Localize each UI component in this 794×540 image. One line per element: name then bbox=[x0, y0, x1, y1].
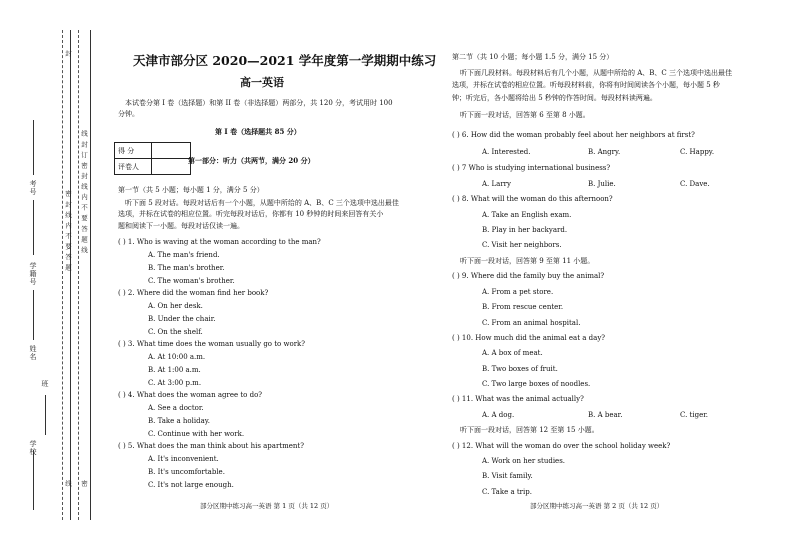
seal-text-left: 密 封 线 内 不 要 答 题 bbox=[64, 190, 72, 272]
exam-title: 天津市部分区 2020—2021 学年度第一学期期中练习 bbox=[133, 53, 437, 68]
seal-solid-line-inner bbox=[90, 30, 91, 520]
q1-option-b[interactable]: B. The man's brother. bbox=[148, 264, 225, 272]
page-footer-right: 部分区期中练习高一英语 第 2 页（共 12 页） bbox=[530, 502, 664, 510]
label-student-id: 考号 bbox=[29, 180, 37, 196]
school-field[interactable] bbox=[33, 450, 34, 510]
question-7[interactable]: ( ) 7 Who is studying international business? bbox=[452, 164, 611, 172]
q5-option-b[interactable]: B. It's uncomfortable. bbox=[148, 468, 225, 476]
pre-q9: 听下面一段对话，回答第 9 至第 11 小题。 bbox=[460, 257, 595, 265]
q3-option-c[interactable]: C. At 3:00 p.m. bbox=[148, 379, 202, 387]
section1-inst-2: 选项，并标在试卷的相应位置。听完每段对话后，你都有 10 秒钟的时间来回答有关小 bbox=[118, 210, 384, 218]
q2-option-a[interactable]: A. On her desk. bbox=[148, 302, 203, 310]
q9-option-a[interactable]: A. From a pet store. bbox=[482, 288, 554, 296]
exam-no-field[interactable] bbox=[33, 200, 34, 255]
section2-title: 第二节（共 10 小题；每小题 1.5 分，满分 15 分） bbox=[452, 53, 614, 61]
section2-inst-2: 选项，并标在试卷的相应位置。听每段材料前，你将有时间阅读各个小题，每小题 5 秒 bbox=[452, 81, 720, 89]
question-4[interactable]: ( ) 4. What does the woman agree to do? bbox=[118, 391, 263, 399]
q2-option-b[interactable]: B. Under the chair. bbox=[148, 315, 216, 323]
section1-inst-1: 听下面 5 段对话。每段对话后有一个小题，从题中所给的 A、B、C 三个选项中选出最佳 bbox=[125, 199, 399, 207]
q6-option-c[interactable]: C. Happy. bbox=[680, 148, 715, 156]
q7-option-c[interactable]: C. Dave. bbox=[680, 180, 710, 188]
q9-option-c[interactable]: C. From an animal hospital. bbox=[482, 319, 581, 327]
question-11[interactable]: ( ) 11. What was the animal actually? bbox=[452, 395, 584, 403]
label-name: 姓名 bbox=[29, 345, 37, 361]
section1-inst-3: 题和阅读下一小题。每段对话仅读一遍。 bbox=[118, 222, 244, 230]
q12-option-b[interactable]: B. Visit family. bbox=[482, 472, 533, 480]
seal-text-right: 线 封 订 密 封 线 内 不 要 答 题 线 bbox=[80, 130, 88, 254]
class-field[interactable] bbox=[45, 395, 46, 435]
seal-solid-line bbox=[70, 30, 71, 520]
exam-subject: 高一英语 bbox=[240, 76, 284, 89]
question-2[interactable]: ( ) 2. Where did the woman find her book? bbox=[118, 289, 269, 297]
question-10[interactable]: ( ) 10. How much did the animal eat a day? bbox=[452, 334, 606, 342]
score-label: 得 分 bbox=[115, 143, 152, 159]
q12-option-c[interactable]: C. Take a trip. bbox=[482, 488, 532, 496]
label-class: 班 bbox=[41, 380, 49, 388]
q8-option-b[interactable]: B. Play in her backyard. bbox=[482, 226, 568, 234]
q5-option-a[interactable]: A. It's inconvenient. bbox=[148, 455, 219, 463]
q8-option-a[interactable]: A. Take an English exam. bbox=[482, 211, 572, 219]
section2-inst-1: 听下面几段材料。每段材料后有几个小题，从题中所给的 A、B、C 三个选项中选出最佳 bbox=[460, 69, 733, 77]
question-6[interactable]: ( ) 6. How did the woman probably feel about her neighbors at first? bbox=[452, 131, 695, 139]
q5-option-c[interactable]: C. It's not large enough. bbox=[148, 481, 234, 489]
question-8[interactable]: ( ) 8. What will the woman do this afternoon? bbox=[452, 195, 613, 203]
q3-option-b[interactable]: B. At 1:00 a.m. bbox=[148, 366, 201, 374]
grader-label: 评卷人 bbox=[115, 159, 152, 175]
seal-label-secret: 密 bbox=[80, 480, 88, 488]
intro-line-2: 分钟。 bbox=[118, 110, 139, 118]
q1-option-a[interactable]: A. The man's friend. bbox=[148, 251, 220, 259]
q11-option-c[interactable]: C. tiger. bbox=[680, 411, 709, 419]
q4-option-a[interactable]: A. See a doctor. bbox=[148, 404, 204, 412]
page-footer-left: 部分区期中练习高一英语 第 1 页（共 12 页） bbox=[200, 502, 334, 510]
pre-q6: 听下面一段对话，回答第 6 至第 8 小题。 bbox=[460, 111, 590, 119]
q9-option-b[interactable]: B. From rescue center. bbox=[482, 303, 564, 311]
section2-inst-3: 钟；听完后，各小题将给出 5 秒钟的作答时间。每段材料读两遍。 bbox=[452, 94, 657, 102]
q7-option-b[interactable]: B. Julie. bbox=[588, 180, 616, 188]
seal-dashed-line-inner bbox=[78, 30, 79, 520]
pre-q12: 听下面一段对话，回答第 12 至第 15 小题。 bbox=[460, 426, 599, 434]
q6-option-b[interactable]: B. Angry. bbox=[588, 148, 621, 156]
intro-line-1: 本试卷分第 I 卷（选择题）和第 II 卷（非选择题）两部分，共 120 分，考试用时 100 bbox=[125, 99, 393, 107]
seal-label-line: 线 bbox=[64, 480, 72, 488]
score-cell[interactable] bbox=[152, 143, 191, 159]
name-field[interactable] bbox=[33, 290, 34, 340]
score-table bbox=[114, 142, 191, 175]
q4-option-c[interactable]: C. Continue with her work. bbox=[148, 430, 245, 438]
question-12[interactable]: ( ) 12. What will the woman do over the school holiday week? bbox=[452, 442, 671, 450]
q12-option-a[interactable]: A. Work on her studies. bbox=[482, 457, 566, 465]
part1-title: 第一部分：听力（共两节，满分 20 分） bbox=[188, 156, 315, 165]
q3-option-a[interactable]: A. At 10:00 a.m. bbox=[148, 353, 206, 361]
q11-option-a[interactable]: A. A dog. bbox=[482, 411, 515, 419]
q10-option-b[interactable]: B. Two boxes of fruit. bbox=[482, 365, 558, 373]
question-9[interactable]: ( ) 9. Where did the family buy the animal? bbox=[452, 272, 605, 280]
q1-option-c[interactable]: C. The woman's brother. bbox=[148, 277, 235, 285]
question-5[interactable]: ( ) 5. What does the man think about his apartment? bbox=[118, 442, 304, 450]
seal-dashed-line bbox=[62, 30, 63, 520]
label-exam-no: 学籍号 bbox=[29, 262, 37, 286]
student-id-field[interactable] bbox=[33, 120, 34, 175]
q8-option-c[interactable]: C. Visit her neighbors. bbox=[482, 241, 562, 249]
q6-option-a[interactable]: A. Interested. bbox=[482, 148, 531, 156]
seal-label-seal: 封 bbox=[64, 50, 72, 58]
section1-title: 第一节（共 5 小题；每小题 1 分，满分 5 分） bbox=[118, 186, 264, 194]
q10-option-a[interactable]: A. A box of meat. bbox=[482, 349, 543, 357]
grader-cell[interactable] bbox=[152, 159, 191, 175]
q4-option-b[interactable]: B. Take a holiday. bbox=[148, 417, 211, 425]
q10-option-c[interactable]: C. Two large boxes of noodles. bbox=[482, 380, 591, 388]
label-school: 学校 bbox=[29, 440, 37, 456]
q7-option-a[interactable]: A. Larry bbox=[482, 180, 511, 188]
question-3[interactable]: ( ) 3. What time does the woman usually go to work? bbox=[118, 340, 306, 348]
q11-option-b[interactable]: B. A bear. bbox=[588, 411, 623, 419]
volume-title: 第 I 卷（选择题共 85 分） bbox=[215, 127, 301, 136]
q2-option-c[interactable]: C. On the shelf. bbox=[148, 328, 203, 336]
question-1[interactable]: ( ) 1. Who is waving at the woman according to the man? bbox=[118, 238, 321, 246]
